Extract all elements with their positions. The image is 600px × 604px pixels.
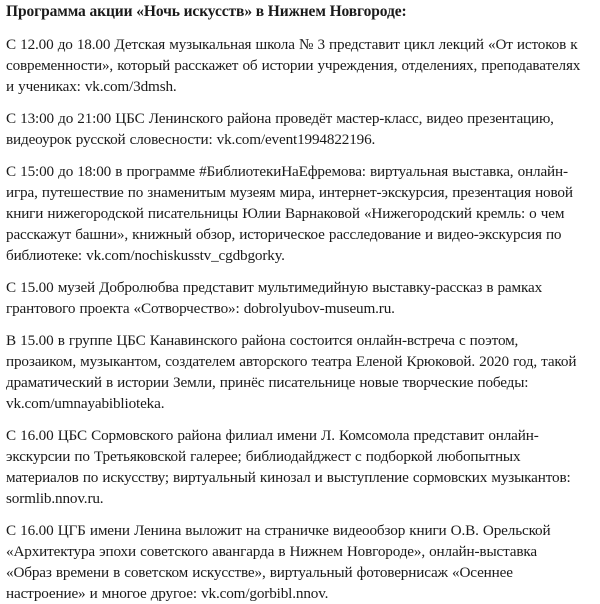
paragraph-kanavinsky-cbs [6, 330, 596, 414]
paragraph-line: экскурсии по Третьяковской галерее; библиодайджест с подборкой любопытных [6, 448, 521, 465]
paragraph-efremova-libraries [6, 161, 596, 266]
paragraph-line: прозаиком, музыкантом, создателем авторского театра Еленой Крюковой. 2020 год, такой [6, 353, 577, 370]
paragraph-line: современности», который расскажет об истории учреждения, отделениях, преподавателях [6, 57, 581, 74]
paragraph-line: грантового проекта «Сотворчество»: dobrolyubov-museum.ru. [6, 300, 395, 317]
paragraph-sormovsky-cbs [6, 425, 596, 509]
paragraph-lenin-library [6, 520, 596, 604]
paragraph-line: видеоурок русской словесности: vk.com/event1994822196. [6, 131, 376, 148]
paragraph-line: С 15:00 до 18:00 в программе #БиблиотекиНаЕфремова: виртуальная выставка, онлайн- [6, 163, 568, 180]
paragraph-line: книги нижегородской писательницы Юлии Варнаковой «Нижегородский кремль: о чем [6, 205, 565, 222]
paragraph-line: «Архитектура эпохи советского авангарда в Нижнем Новгороде», онлайн-выставка [6, 543, 537, 560]
paragraph-leninsky-cbs [6, 108, 596, 150]
paragraph-line: материалов по искусству; виртуальный кинозал и выступление сормовских музыкантов: [6, 469, 571, 486]
paragraph-line: vk.com/umnayabiblioteka. [6, 395, 165, 412]
paragraph-line: С 12.00 до 18.00 Детская музыкальная школа № 3 представит цикл лекций «От истоков к [6, 36, 578, 53]
paragraph-line: драматический в истории Земли, принёс писательнице новые творческие победы: [6, 374, 529, 391]
paragraph-line: библиотеке: vk.com/nochiskusstv_cgdbgorky. [6, 247, 285, 264]
paragraph-line: настроение» и многое другое: vk.com/gorbibl.nnov. [6, 585, 329, 602]
paragraph-line: С 16.00 ЦБС Сормовского района филиал имени Л. Комсомола представит онлайн- [6, 427, 539, 444]
paragraph-line: «Образ времени в советском искусстве», виртуальный фотовернисаж «Осеннее [6, 564, 513, 581]
paragraph-line: расскажут башни», книжный обзор, историческое расследование и видео-экскурсия по [6, 226, 562, 243]
paragraph-line: С 15.00 музей Добролюбва представит мультимедийную выставку-рассказ в рамках [6, 279, 543, 296]
paragraph-music-school [6, 34, 596, 97]
paragraph-dobrolyubov-museum [6, 277, 596, 319]
paragraph-line: С 13:00 до 21:00 ЦБС Ленинского района проведёт мастер-класс, видео презентацию, [6, 110, 554, 127]
paragraph-line: игра, путешествие по знаменитым музеям мира, интернет-экскурсия, презентация новой [6, 184, 573, 201]
paragraph-line: и учениках: vk.com/3dmsh. [6, 78, 177, 95]
paragraph-line: sormlib.nnov.ru. [6, 490, 104, 507]
paragraph-line: В 15.00 в группе ЦБС Канавинского района состоится онлайн-встреча с поэтом, [6, 332, 519, 349]
document-title: Программа акции «Ночь искусств» в Нижнем Новгороде: [6, 3, 407, 20]
paragraph-line: С 16.00 ЦГБ имени Ленина выложит на страничке видеообзор книги О.В. Орельской [6, 522, 551, 539]
